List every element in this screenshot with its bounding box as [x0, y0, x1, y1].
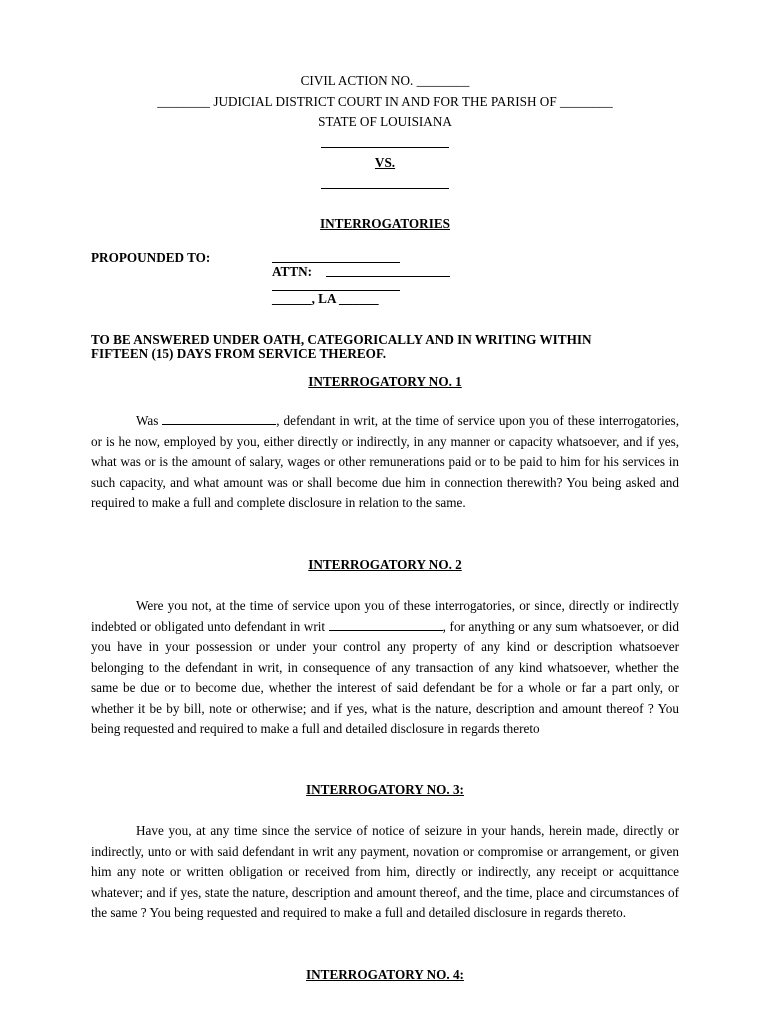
- plaintiff-blank: [321, 147, 449, 148]
- oath-instruction-line-1: TO BE ANSWERED UNDER OATH, CATEGORICALLY AND IN WRITING WITHIN: [91, 332, 592, 347]
- city-state-line: ______, LA ______: [272, 291, 379, 306]
- defendant-name-blank: [162, 412, 276, 425]
- garnishee-name-blank: [272, 262, 400, 263]
- defendant-blank: [321, 188, 449, 189]
- interrogatory-4-heading: INTERROGATORY NO. 4:: [306, 967, 464, 982]
- defendant-name-blank: [329, 618, 443, 631]
- interrogatory-1-text: Was , defendant in writ, at the time of service upon you of these interrogatories, or is he now, employed by you, either directly or indirectly, in any manner or capacity whatsoever, and if yes, what was or is the amount of salary, wages or other remunerations paid or to be paid to him for his services in such capacity, and what amount was or shall become due him in connection therewith? You being asked and required to make a full and complete disclosure in relation to the same.: [91, 413, 679, 510]
- state-line: STATE OF LOUISIANA: [318, 114, 452, 129]
- attn-label: ATTN:: [272, 264, 313, 279]
- interrogatory-3-heading: INTERROGATORY NO. 3:: [306, 782, 464, 797]
- versus-label: VS.: [374, 155, 396, 170]
- civil-action-number: CIVIL ACTION NO. ________: [300, 73, 470, 88]
- document-title: INTERROGATORIES: [320, 216, 450, 231]
- propounded-to-label: PROPOUNDED TO:: [91, 250, 211, 265]
- interrogatory-3-text: Have you, at any time since the service of notice of seizure in your hands, herein made, directly or indirectly, unto or with said defendant in writ any payment, novation or compromise or arrangement, or given him any note or written obligation or received from him, directly or indirectly, any receipt or acquittance whatever; and if yes, state the nature, description and amount thereof, and the time, place and circumstances of the same ? You being requested and required to make a full and detailed disclosure in regards thereto.: [91, 823, 679, 920]
- interrogatory-1-heading: INTERROGATORY NO. 1: [308, 374, 462, 389]
- interrogatory-2-text: Were you not, at the time of service upon you of these interrogatories, or since, directly or indirectly indebted or obligated unto defendant in writ , for anything or any sum whatsoever, or did you have in your possession or under your control any property of any kind or description whatsoever belonging to the defendant in writ, in consequence of any transaction of any kind whatsoever, whether the same be due or to become due, whether the interest of said defendant be for a whole or far a part only, or whether it be by bill, note or otherwise; and if yes, what is the nature, description and amount thereof ? You being requested and required to make a full and detailed disclosure in regards thereto: [91, 598, 679, 736]
- oath-instruction-line-2: FIFTEEN (15) DAYS FROM SERVICE THEREOF.: [91, 346, 387, 361]
- interrogatory-2-heading: INTERROGATORY NO. 2: [308, 557, 462, 572]
- court-line: ________ JUDICIAL DISTRICT COURT IN AND FOR THE PARISH OF ________: [157, 94, 613, 109]
- attn-blank: [326, 276, 450, 277]
